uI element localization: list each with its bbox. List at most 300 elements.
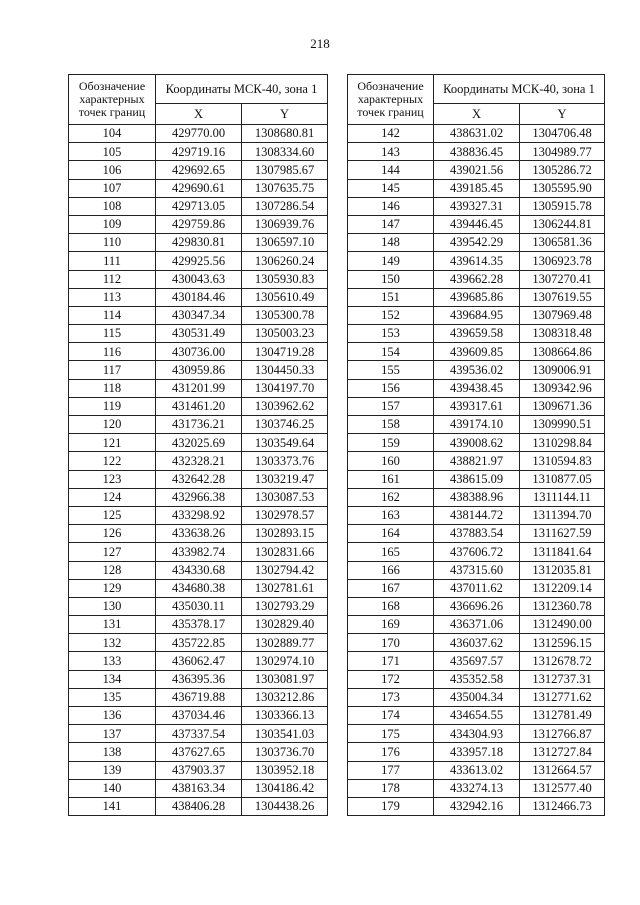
table-row (69, 197, 328, 215)
table-row (69, 270, 328, 288)
point-id-cell: 176 (348, 743, 434, 761)
x-coordinate-cell: 437903.37 (156, 761, 242, 779)
x-coordinate-cell: 433298.92 (156, 506, 242, 524)
table-row (69, 707, 328, 725)
table-row (69, 161, 328, 179)
y-coordinate-cell: 1311627.59 (520, 525, 605, 543)
x-coordinate-cell: 439185.45 (434, 179, 520, 197)
y-coordinate-cell: 1311841.64 (520, 543, 605, 561)
point-id-cell: 134 (69, 670, 156, 688)
point-id-cell: 138 (69, 743, 156, 761)
point-id-cell: 136 (69, 707, 156, 725)
table-row (69, 379, 328, 397)
x-coordinate-cell: 436062.47 (156, 652, 242, 670)
point-id-cell: 144 (348, 161, 434, 179)
x-coordinate-cell: 435352.58 (434, 670, 520, 688)
x-coordinate-cell: 437034.46 (156, 707, 242, 725)
y-coordinate-cell: 1303746.25 (242, 416, 328, 434)
point-id-cell: 143 (348, 143, 434, 161)
table-row (69, 634, 328, 652)
y-coordinate-cell: 1310877.05 (520, 470, 605, 488)
y-coordinate-cell: 1311394.70 (520, 506, 605, 524)
x-coordinate-cell: 436371.06 (434, 616, 520, 634)
x-coordinate-cell: 430531.49 (156, 325, 242, 343)
table-row (69, 652, 328, 670)
point-id-cell: 166 (348, 561, 434, 579)
y-coordinate-cell: 1312577.40 (520, 779, 605, 797)
point-id-cell: 157 (348, 397, 434, 415)
y-coordinate-cell: 1303366.13 (242, 707, 328, 725)
x-coordinate-cell: 439659.58 (434, 325, 520, 343)
x-coordinate-cell: 433274.13 (434, 779, 520, 797)
point-id-cell: 137 (69, 725, 156, 743)
x-coordinate-cell: 437606.72 (434, 543, 520, 561)
table-row (69, 761, 328, 779)
table-row (348, 361, 605, 379)
point-id-cell: 140 (69, 779, 156, 797)
x-coordinate-cell: 437337.54 (156, 725, 242, 743)
y-coordinate-cell: 1306923.78 (520, 252, 605, 270)
table-row (348, 452, 605, 470)
table-row (69, 579, 328, 597)
table-row (348, 397, 605, 415)
table-row (348, 743, 605, 761)
table-row (348, 143, 605, 161)
point-id-cell: 153 (348, 325, 434, 343)
x-coordinate-cell: 438836.45 (434, 143, 520, 161)
point-id-cell: 129 (69, 579, 156, 597)
point-label-header: Обозначение характерных точек границ (348, 75, 434, 125)
y-header: Y (520, 104, 605, 125)
point-id-cell: 111 (69, 252, 156, 270)
point-id-cell: 126 (69, 525, 156, 543)
y-coordinate-cell: 1309990.51 (520, 416, 605, 434)
x-header: X (156, 104, 242, 125)
table-row (348, 306, 605, 324)
table-row (348, 343, 605, 361)
point-id-cell: 118 (69, 379, 156, 397)
x-coordinate-cell: 432642.28 (156, 470, 242, 488)
x-coordinate-cell: 439662.28 (434, 270, 520, 288)
y-coordinate-cell: 1308680.81 (242, 125, 328, 143)
point-id-cell: 177 (348, 761, 434, 779)
coords-header: Координаты МСК-40, зона 1 (156, 75, 328, 104)
point-id-cell: 158 (348, 416, 434, 434)
y-coordinate-cell: 1308664.86 (520, 343, 605, 361)
point-id-cell: 135 (69, 688, 156, 706)
table-row (348, 707, 605, 725)
table-row (69, 416, 328, 434)
y-coordinate-cell: 1302793.29 (242, 597, 328, 615)
x-coordinate-cell: 436037.62 (434, 634, 520, 652)
x-coordinate-cell: 435722.85 (156, 634, 242, 652)
point-id-cell: 171 (348, 652, 434, 670)
table-row (348, 525, 605, 543)
y-coordinate-cell: 1305595.90 (520, 179, 605, 197)
point-id-cell: 154 (348, 343, 434, 361)
point-id-cell: 178 (348, 779, 434, 797)
y-coordinate-cell: 1305300.78 (242, 306, 328, 324)
table-row (69, 125, 328, 143)
table-row (69, 343, 328, 361)
table-row (348, 434, 605, 452)
y-coordinate-cell: 1305915.78 (520, 197, 605, 215)
table-row (348, 670, 605, 688)
table-row (348, 506, 605, 524)
x-coordinate-cell: 435004.34 (434, 688, 520, 706)
table-row (69, 397, 328, 415)
table-row (348, 652, 605, 670)
x-coordinate-cell: 429770.00 (156, 125, 242, 143)
x-coordinate-cell: 439542.29 (434, 234, 520, 252)
point-id-cell: 110 (69, 234, 156, 252)
y-coordinate-cell: 1306244.81 (520, 215, 605, 233)
y-coordinate-cell: 1303541.03 (242, 725, 328, 743)
y-coordinate-cell: 1312727.84 (520, 743, 605, 761)
y-coordinate-cell: 1312737.31 (520, 670, 605, 688)
y-coordinate-cell: 1312781.49 (520, 707, 605, 725)
y-coordinate-cell: 1309006.91 (520, 361, 605, 379)
table-row (348, 797, 605, 815)
y-header: Y (242, 104, 328, 125)
point-id-cell: 160 (348, 452, 434, 470)
point-id-cell: 167 (348, 579, 434, 597)
x-coordinate-cell: 430184.46 (156, 288, 242, 306)
y-coordinate-cell: 1307985.67 (242, 161, 328, 179)
table-row (69, 179, 328, 197)
y-coordinate-cell: 1302978.57 (242, 506, 328, 524)
table-row (348, 325, 605, 343)
table-row (69, 688, 328, 706)
x-coordinate-cell: 429719.16 (156, 143, 242, 161)
y-coordinate-cell: 1312466.73 (520, 797, 605, 815)
x-coordinate-cell: 433638.26 (156, 525, 242, 543)
table-row (348, 488, 605, 506)
point-id-cell: 106 (69, 161, 156, 179)
x-coordinate-cell: 433982.74 (156, 543, 242, 561)
table-row (348, 470, 605, 488)
x-coordinate-cell: 433613.02 (434, 761, 520, 779)
point-id-cell: 161 (348, 470, 434, 488)
table-row (69, 234, 328, 252)
point-id-cell: 116 (69, 343, 156, 361)
y-coordinate-cell: 1312596.15 (520, 634, 605, 652)
table-row (348, 634, 605, 652)
y-coordinate-cell: 1309342.96 (520, 379, 605, 397)
table-row (69, 488, 328, 506)
x-coordinate-cell: 430347.34 (156, 306, 242, 324)
y-coordinate-cell: 1312678.72 (520, 652, 605, 670)
point-id-cell: 150 (348, 270, 434, 288)
y-coordinate-cell: 1304989.77 (520, 143, 605, 161)
x-coordinate-cell: 432025.69 (156, 434, 242, 452)
x-coordinate-cell: 435697.57 (434, 652, 520, 670)
table-row (348, 416, 605, 434)
table-row (69, 470, 328, 488)
y-coordinate-cell: 1307969.48 (520, 306, 605, 324)
point-id-cell: 104 (69, 125, 156, 143)
point-id-cell: 165 (348, 543, 434, 561)
table-row (69, 434, 328, 452)
point-id-cell: 163 (348, 506, 434, 524)
point-id-cell: 130 (69, 597, 156, 615)
x-coordinate-cell: 438615.09 (434, 470, 520, 488)
point-id-cell: 124 (69, 488, 156, 506)
table-row (69, 215, 328, 233)
table-row (348, 579, 605, 597)
x-coordinate-cell: 429692.65 (156, 161, 242, 179)
point-id-cell: 128 (69, 561, 156, 579)
table-row (348, 234, 605, 252)
y-coordinate-cell: 1302781.61 (242, 579, 328, 597)
table-row (69, 616, 328, 634)
x-coordinate-cell: 439008.62 (434, 434, 520, 452)
table-row (348, 597, 605, 615)
point-id-cell: 141 (69, 797, 156, 815)
point-id-cell: 179 (348, 797, 434, 815)
y-coordinate-cell: 1303081.97 (242, 670, 328, 688)
point-id-cell: 152 (348, 306, 434, 324)
point-id-cell: 127 (69, 543, 156, 561)
table-row (69, 143, 328, 161)
x-coordinate-cell: 439685.86 (434, 288, 520, 306)
point-id-cell: 151 (348, 288, 434, 306)
y-coordinate-cell: 1303087.53 (242, 488, 328, 506)
page-number: 218 (310, 36, 330, 51)
x-coordinate-cell: 434680.38 (156, 579, 242, 597)
point-id-cell: 169 (348, 616, 434, 634)
table-row (348, 288, 605, 306)
y-coordinate-cell: 1302829.40 (242, 616, 328, 634)
point-id-cell: 139 (69, 761, 156, 779)
x-coordinate-cell: 432942.16 (434, 797, 520, 815)
x-coordinate-cell: 434330.68 (156, 561, 242, 579)
y-coordinate-cell: 1303962.62 (242, 397, 328, 415)
x-coordinate-cell: 438144.72 (434, 506, 520, 524)
y-coordinate-cell: 1312360.78 (520, 597, 605, 615)
point-id-cell: 107 (69, 179, 156, 197)
point-id-cell: 142 (348, 125, 434, 143)
point-id-cell: 112 (69, 270, 156, 288)
table-row (348, 125, 605, 143)
point-id-cell: 172 (348, 670, 434, 688)
coordinates-table-right (347, 74, 605, 816)
y-coordinate-cell: 1310298.84 (520, 434, 605, 452)
y-coordinate-cell: 1311144.11 (520, 488, 605, 506)
y-coordinate-cell: 1308334.60 (242, 143, 328, 161)
x-coordinate-cell: 439021.56 (434, 161, 520, 179)
x-coordinate-cell: 439438.45 (434, 379, 520, 397)
point-id-cell: 122 (69, 452, 156, 470)
table-row (69, 306, 328, 324)
x-coordinate-cell: 437011.62 (434, 579, 520, 597)
x-coordinate-cell: 429925.56 (156, 252, 242, 270)
point-id-cell: 175 (348, 725, 434, 743)
y-coordinate-cell: 1304438.26 (242, 797, 328, 815)
point-id-cell: 162 (348, 488, 434, 506)
x-coordinate-cell: 437883.54 (434, 525, 520, 543)
y-coordinate-cell: 1305003.23 (242, 325, 328, 343)
y-coordinate-cell: 1303373.76 (242, 452, 328, 470)
point-id-cell: 113 (69, 288, 156, 306)
point-id-cell: 155 (348, 361, 434, 379)
table-row (348, 197, 605, 215)
y-coordinate-cell: 1304706.48 (520, 125, 605, 143)
x-coordinate-cell: 438406.28 (156, 797, 242, 815)
x-coordinate-cell: 437315.60 (434, 561, 520, 579)
coords-header: Координаты МСК-40, зона 1 (434, 75, 605, 104)
y-coordinate-cell: 1306939.76 (242, 215, 328, 233)
table-row (69, 361, 328, 379)
point-id-cell: 123 (69, 470, 156, 488)
y-coordinate-cell: 1312664.57 (520, 761, 605, 779)
y-coordinate-cell: 1307635.75 (242, 179, 328, 197)
table-row (69, 543, 328, 561)
y-coordinate-cell: 1304186.42 (242, 779, 328, 797)
y-coordinate-cell: 1302831.66 (242, 543, 328, 561)
table-row (348, 616, 605, 634)
x-coordinate-cell: 438163.34 (156, 779, 242, 797)
x-coordinate-cell: 429759.86 (156, 215, 242, 233)
y-coordinate-cell: 1302889.77 (242, 634, 328, 652)
y-coordinate-cell: 1306597.10 (242, 234, 328, 252)
point-id-cell: 121 (69, 434, 156, 452)
x-coordinate-cell: 429830.81 (156, 234, 242, 252)
y-coordinate-cell: 1306260.24 (242, 252, 328, 270)
point-id-cell: 146 (348, 197, 434, 215)
point-label-header: Обозначение характерных точек границ (69, 75, 156, 125)
table-row (69, 452, 328, 470)
table-row (348, 561, 605, 579)
table-row (348, 688, 605, 706)
table-row (69, 252, 328, 270)
point-id-cell: 145 (348, 179, 434, 197)
y-coordinate-cell: 1306581.36 (520, 234, 605, 252)
y-coordinate-cell: 1305610.49 (242, 288, 328, 306)
table-row (69, 779, 328, 797)
table-row (348, 270, 605, 288)
y-coordinate-cell: 1302794.42 (242, 561, 328, 579)
coordinates-table-left (68, 74, 328, 816)
x-coordinate-cell: 434304.93 (434, 725, 520, 743)
x-coordinate-cell: 433957.18 (434, 743, 520, 761)
x-coordinate-cell: 432328.21 (156, 452, 242, 470)
point-id-cell: 117 (69, 361, 156, 379)
x-coordinate-cell: 439609.85 (434, 343, 520, 361)
y-coordinate-cell: 1303549.64 (242, 434, 328, 452)
point-id-cell: 114 (69, 306, 156, 324)
table-row (348, 761, 605, 779)
table-row (348, 543, 605, 561)
point-id-cell: 108 (69, 197, 156, 215)
x-coordinate-cell: 430043.63 (156, 270, 242, 288)
y-coordinate-cell: 1310594.83 (520, 452, 605, 470)
x-coordinate-cell: 432966.38 (156, 488, 242, 506)
table-row (348, 215, 605, 233)
x-coordinate-cell: 438821.97 (434, 452, 520, 470)
x-coordinate-cell: 429713.05 (156, 197, 242, 215)
point-id-cell: 149 (348, 252, 434, 270)
x-coordinate-cell: 434654.55 (434, 707, 520, 725)
point-id-cell: 147 (348, 215, 434, 233)
point-id-cell: 119 (69, 397, 156, 415)
y-coordinate-cell: 1307286.54 (242, 197, 328, 215)
y-coordinate-cell: 1303952.18 (242, 761, 328, 779)
x-coordinate-cell: 435030.11 (156, 597, 242, 615)
y-coordinate-cell: 1305930.83 (242, 270, 328, 288)
table-row (69, 597, 328, 615)
point-id-cell: 148 (348, 234, 434, 252)
y-coordinate-cell: 1312771.62 (520, 688, 605, 706)
table-row (69, 797, 328, 815)
y-coordinate-cell: 1312766.87 (520, 725, 605, 743)
point-id-cell: 132 (69, 634, 156, 652)
x-coordinate-cell: 439317.61 (434, 397, 520, 415)
point-id-cell: 164 (348, 525, 434, 543)
table-row (348, 252, 605, 270)
table-row (69, 670, 328, 688)
y-coordinate-cell: 1303219.47 (242, 470, 328, 488)
x-coordinate-cell: 439446.45 (434, 215, 520, 233)
point-id-cell: 131 (69, 616, 156, 634)
x-header: X (434, 104, 520, 125)
point-id-cell: 156 (348, 379, 434, 397)
x-coordinate-cell: 438631.02 (434, 125, 520, 143)
table-row (69, 525, 328, 543)
point-id-cell: 105 (69, 143, 156, 161)
table-row (69, 561, 328, 579)
x-coordinate-cell: 439684.95 (434, 306, 520, 324)
x-coordinate-cell: 430736.00 (156, 343, 242, 361)
table-row (69, 288, 328, 306)
point-id-cell: 125 (69, 506, 156, 524)
x-coordinate-cell: 431461.20 (156, 397, 242, 415)
x-coordinate-cell: 436719.88 (156, 688, 242, 706)
point-id-cell: 170 (348, 634, 434, 652)
table-row (69, 506, 328, 524)
table-row (348, 179, 605, 197)
x-coordinate-cell: 431201.99 (156, 379, 242, 397)
table-row (348, 725, 605, 743)
y-coordinate-cell: 1312035.81 (520, 561, 605, 579)
x-coordinate-cell: 429690.61 (156, 179, 242, 197)
y-coordinate-cell: 1304719.28 (242, 343, 328, 361)
point-id-cell: 109 (69, 215, 156, 233)
table-row (69, 725, 328, 743)
table-row (69, 325, 328, 343)
y-coordinate-cell: 1312209.14 (520, 579, 605, 597)
x-coordinate-cell: 439536.02 (434, 361, 520, 379)
x-coordinate-cell: 430959.86 (156, 361, 242, 379)
table-row (69, 743, 328, 761)
y-coordinate-cell: 1307270.41 (520, 270, 605, 288)
point-id-cell: 159 (348, 434, 434, 452)
y-coordinate-cell: 1302974.10 (242, 652, 328, 670)
y-coordinate-cell: 1304450.33 (242, 361, 328, 379)
x-coordinate-cell: 436696.26 (434, 597, 520, 615)
table-row (348, 779, 605, 797)
table-row (348, 161, 605, 179)
x-coordinate-cell: 439174.10 (434, 416, 520, 434)
point-id-cell: 133 (69, 652, 156, 670)
y-coordinate-cell: 1309671.36 (520, 397, 605, 415)
y-coordinate-cell: 1312490.00 (520, 616, 605, 634)
point-id-cell: 174 (348, 707, 434, 725)
x-coordinate-cell: 439327.31 (434, 197, 520, 215)
y-coordinate-cell: 1303736.70 (242, 743, 328, 761)
x-coordinate-cell: 439614.35 (434, 252, 520, 270)
y-coordinate-cell: 1303212.86 (242, 688, 328, 706)
